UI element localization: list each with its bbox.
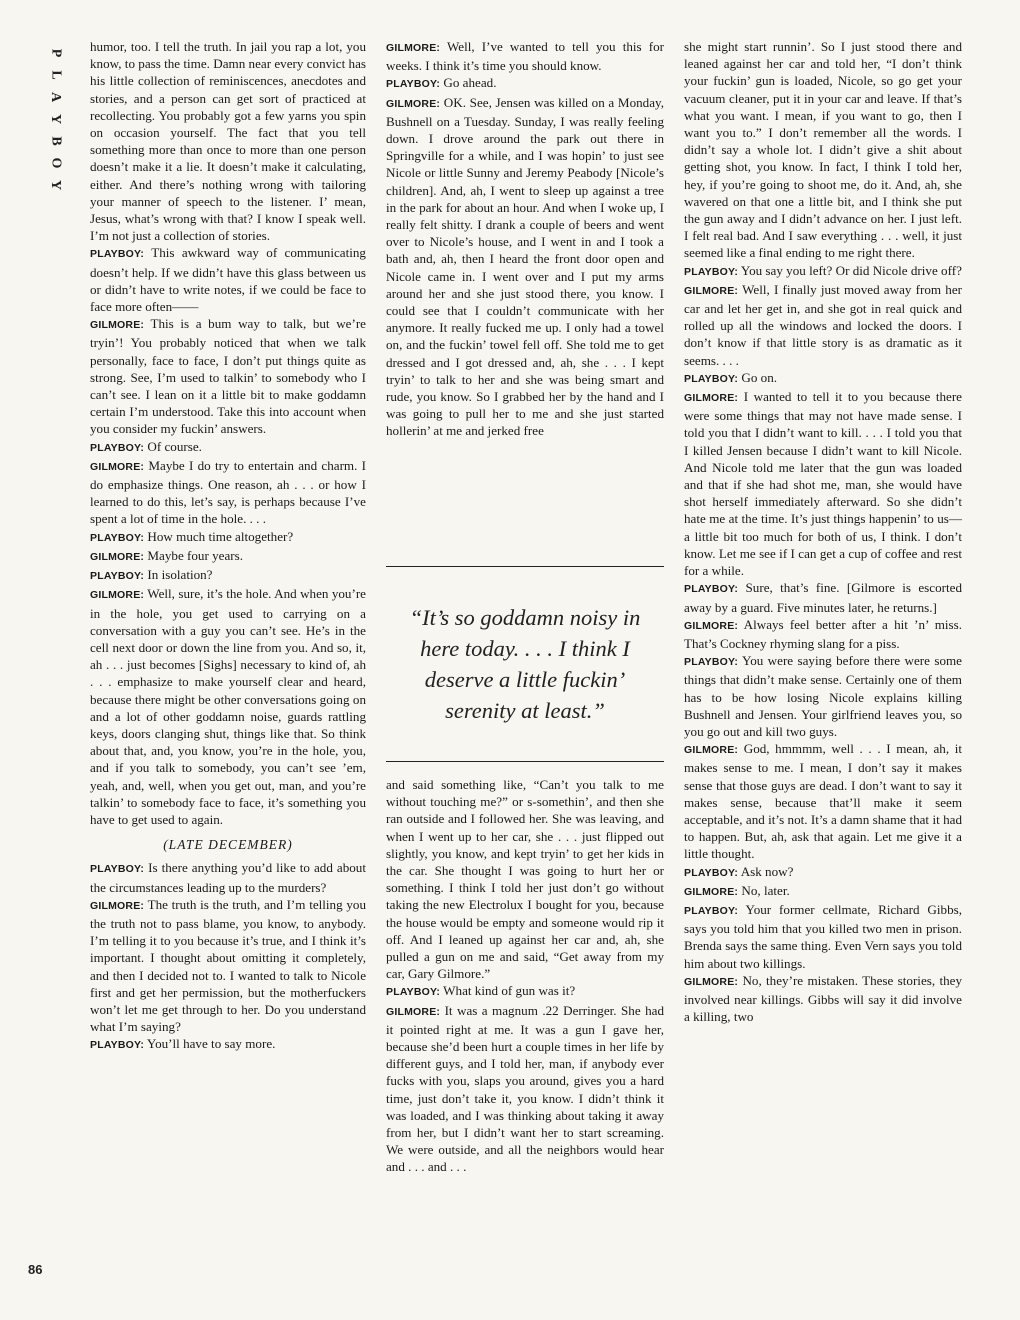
paragraph-text: Well, I finally just moved away from her car and let her get in, and she got in real quick and rolled up all the windows and locked the doors. I don’t know if that little story is as dramatic as it seems. . . .: [684, 281, 962, 368]
paragraph-text: You’ll have to say more.: [146, 1036, 276, 1052]
speaker-label: PLAYBOY:: [386, 78, 441, 91]
speaker-label: GILMORE:: [684, 619, 739, 632]
paragraph-text: The truth is the truth, and I’m telling you the truth not to pass blame, you know, to anybody. I’m telling it to you because it’s true, and I think it’s important. I thought about omitting it completely, and then I decided not to. I wanted to talk to Nicole first and get her permission, but the motherfuckers won’t let me get through to her. Do you understand what I’m saying?: [90, 896, 366, 1035]
speaker-label: GILMORE:: [90, 589, 145, 602]
interview-paragraph: [684, 262, 962, 281]
interview-paragraph: [684, 38, 962, 262]
paragraph-text: Of course.: [147, 438, 202, 454]
speaker-label: GILMORE:: [684, 284, 739, 297]
speaker-label: GILMORE:: [90, 460, 145, 473]
interview-paragraph: [90, 1035, 366, 1054]
speaker-label: GILMORE:: [90, 899, 145, 912]
speaker-label: GILMORE:: [90, 319, 145, 332]
speaker-label: PLAYBOY:: [684, 656, 739, 669]
paragraph-text: Well, sure, it’s the hole. And when you’re in the hole, you get used to carrying on a conversation with a guy you can’t see. He’s in the cell next door or down the line from you. And so, it, ah . . . just becomes [Sighs] necessary to kind of, ah . . . emphasize to make yourself clear and heard, because there might be other conversations going on and a lot of other goddamn noise, guards rattling keys, doors clanging shut, things like that. So think about that, and, you know, you’re in the hole, you, and if you talk to somebody, you can’t see ’em, yeah, and, well, when you get out, man, and you’re talkin’ to somebody face to face, it’s something you have to get used to again.: [90, 586, 366, 827]
speaker-label: GILMORE:: [386, 1005, 441, 1018]
column-1: [90, 38, 366, 1055]
interview-paragraph: [684, 863, 962, 882]
interview-paragraph: [386, 94, 664, 440]
section-heading: (LATE DECEMBER): [163, 837, 293, 853]
interview-paragraph: [684, 652, 962, 740]
paragraph-text: You were saying before there were some things that didn’t make sense. Certainly one of them has to be how losing Nicole explains killing Bushnell and Jensen. Your girlfriend leaves you, so you go out and kill two guys.: [684, 653, 962, 739]
paragraph-text: humor, too. I tell the truth. In jail you rap a lot, you know, to pass the time. Damn near every convict has his little collection of reminiscences, anecdotes and stories, and a person can get sort of practiced at recollecting. You probably got a few yarns you spin on occasion yourself. The fact that you tell something more than once to more than one person doesn’t make it a lie. It doesn’t make it calculating, either. And there’s nothing wrong with tailoring your manner of speech to the listener. I’ mean, Jesus, what’s wrong with that? I know I speak well. I’m not just a collection of stories.: [90, 39, 366, 244]
paragraph-text: You say you left? Or did Nicole drive off?: [740, 262, 962, 278]
paragraph-text: Is there anything you’d like to add about the circumstances leading up to the murders?: [90, 860, 366, 895]
interview-paragraph: [684, 579, 962, 615]
speaker-label: GILMORE:: [684, 975, 739, 988]
speaker-label: GILMORE:: [386, 97, 441, 110]
paragraph-text: Go ahead.: [443, 75, 497, 91]
interview-paragraph: [90, 315, 366, 437]
interview-paragraph: [684, 972, 962, 1026]
paragraph-text: How much time altogether?: [147, 528, 294, 544]
masthead-letter: A: [48, 91, 64, 103]
speaker-label: PLAYBOY:: [90, 863, 145, 876]
interview-paragraph: [684, 388, 962, 579]
masthead: [48, 42, 64, 196]
interview-paragraph: [684, 369, 962, 388]
speaker-label: GILMORE:: [684, 744, 739, 757]
paragraph-text: Maybe four years.: [147, 547, 244, 563]
interview-paragraph: [684, 740, 962, 862]
interview-paragraph: [386, 38, 664, 74]
speaker-label: PLAYBOY:: [90, 441, 145, 454]
speaker-label: PLAYBOY:: [386, 986, 441, 999]
interview-paragraph: [386, 1002, 664, 1176]
paragraph-text: Go on.: [741, 369, 778, 385]
masthead-letter: Y: [48, 179, 64, 191]
paragraph-text: she might start runnin’. So I just stood there and leaned against her car and told her, “I don’t think your fuckin’ gun is loaded, Nicole, so go get your vacuum cleaner, put it in your car and leave. If that’s what you want. I mean, if you want to go, then I want you to.” I don’t remember all the words. I didn’t say a whole lot. I didn’t give a shit about getting shot, you know. In fact, I think I told her, hey, if you’re going to shoot me, do it. And, ah, she wavered on that one a little bit, and I think she put the gun away and I didn’t advance on her. I just left. I felt real bad. And I saw everything . . . well, it just seemed like a final ending to me right there.: [684, 39, 962, 261]
interview-paragraph: [684, 882, 962, 901]
interview-paragraph: [90, 547, 366, 566]
masthead-letter: O: [48, 157, 64, 169]
masthead-letter: L: [48, 70, 64, 80]
speaker-label: PLAYBOY:: [684, 265, 739, 278]
speaker-label: GILMORE:: [90, 550, 145, 563]
paragraph-text: God, hmmmm, well . . . I mean, ah, it makes sense to me. I mean, I don’t say it makes sense that those guys are dead. I don’t want to say it makes sense, because that’ll make it seem acceptable, and it’s not. It’s a damn shame that it had to happen. But, ah, ask that again. Let me give it a little thought.: [684, 741, 962, 862]
speaker-label: PLAYBOY:: [90, 248, 145, 261]
paragraph-text: Well, I’ve wanted to tell you this for weeks. I think it’s time you should know.: [386, 39, 664, 74]
speaker-label: PLAYBOY:: [90, 531, 145, 544]
speaker-label: GILMORE:: [684, 885, 739, 898]
speaker-label: PLAYBOY:: [90, 570, 145, 583]
interview-paragraph: [90, 585, 366, 828]
column-2-top: [386, 38, 664, 440]
page-number: 86: [28, 1262, 43, 1277]
paragraph-text: Ask now?: [740, 863, 794, 879]
paragraph-text: No, they’re mistaken. These stories, they involved near killings. Gibbs will say it did involve a killing, two: [684, 972, 962, 1025]
speaker-label: PLAYBOY:: [684, 583, 739, 596]
paragraph-text: Your former cellmate, Richard Gibbs, says you told him that you killed two men in prison. Brenda says the same thing. Even Vern says you told him about two killings.: [684, 901, 962, 971]
interview-paragraph: [90, 528, 366, 547]
interview-paragraph: [386, 74, 664, 93]
interview-paragraph: [90, 896, 366, 1036]
paragraph-text: and said something like, “Can’t you talk to me without touching me?” or s-somethin’, and then she ran outside and I followed her. She was leaving, and when I went up to her car, she . . . just flipped out slightly, you know, and kept tryin’ to get her kids in the car. She thought I was going to hurt her or something. I think I told her just don’t go without taking the new Electrolux I bought for you, because the house would be empty and someone would rip it off. And I leaned up against her car and, ah, she pulled a gun on me and said, “Get away from my car, Gary Gilmore.”: [386, 777, 664, 982]
interview-paragraph: [684, 901, 962, 972]
interview-paragraph: [386, 776, 664, 982]
masthead-letter: B: [48, 136, 64, 146]
paragraph-text: What kind of gun was it?: [443, 983, 576, 999]
masthead-letter: P: [48, 48, 64, 58]
pull-quote-text: “It’s so goddamn noisy in here today. . . . I think I deserve a little fuckin’ serenity at least.”: [409, 605, 641, 723]
pull-quote: [386, 566, 664, 762]
interview-paragraph: [386, 982, 664, 1001]
interview-paragraph: [684, 616, 962, 652]
paragraph-text: In isolation?: [147, 567, 213, 583]
interview-paragraph: [90, 566, 366, 585]
paragraph-text: OK. See, Jensen was killed on a Monday, Bushnell on a Tuesday. Sunday, I was really feeling down. I drove around the park out there in Springville for a while, and I was hopin’ to just see Nicole or little Sunny and Jeremy Peabody [Nicole’s children]. And, ah, I went to sleep up against a tree in the park for about an hour. And when I woke up, I really felt shitty. I drank a couple of beers and went over to Nicole’s house, and I went in and I took a bath and, ah, then I heard the front door open and Nicole came in. I went over and I put my arms around her and she just stood there, you know. I could see that I couldn’t communicate with her anymore. It really fucked me up. I only had a towel on, and the fuckin’ towel fell off. She told me to get dressed and I got dressed and, ah, she . . . I kept tryin’ to talk to her and she was being smart and rude, you know. So I grabbed her by the hand and I was going to pull her to me and she just started hollerin’ at me and jerked free: [386, 94, 664, 439]
interview-paragraph: [684, 281, 962, 369]
speaker-label: PLAYBOY:: [90, 1039, 145, 1052]
masthead-letter: Y: [48, 113, 64, 125]
column-2-bottom: [386, 776, 664, 1176]
paragraph-text: Maybe I do try to entertain and charm. I do emphasize things. One reason, ah . . . or how I learned to do this, let’s say, is perhaps because I’ve spent a lot of time in the hole. . . .: [90, 457, 366, 527]
interview-paragraph: [90, 244, 366, 315]
speaker-label: PLAYBOY:: [684, 904, 739, 917]
paragraph-text: Sure, that’s fine. [Gilmore is escorted away by a guard. Five minutes later, he returns.]: [684, 580, 962, 615]
interview-paragraph: [90, 438, 366, 457]
paragraph-text: This is a bum way to talk, but we’re tryin’! You probably noticed that when we talk personally, face to face, I don’t put things quite as strong. See, I’m used to talkin’ to somebody who I can’t see. I lean on it a little bit to make goddamn certain I’m understood. Take this into account when you consider my fuckin’ answers.: [90, 316, 366, 437]
interview-paragraph: [90, 859, 366, 895]
column-3: [684, 38, 962, 1025]
interview-paragraph: [90, 38, 366, 244]
speaker-label: PLAYBOY:: [684, 372, 739, 385]
paragraph-text: Always feel better after a hit ’n’ miss. That’s Cockney rhyming slang for a piss.: [684, 616, 962, 651]
speaker-label: GILMORE:: [684, 392, 739, 405]
paragraph-text: This awkward way of communicating doesn’t help. If we didn’t have this glass between us or didn’t have to write notes, if we could be face to face more often——: [90, 245, 366, 315]
speaker-label: PLAYBOY:: [684, 866, 739, 879]
paragraph-text: I wanted to tell it to you because there were some things that may not have made sense. I told you that I didn’t want to kill. . . . I told you that I killed Jensen because I didn’t want to kill Nicole. And Nicole told me later that the gun was loaded and that if she had shot me, man, she would have shot herself immediately afterward. So she didn’t hate me at the time. It’s just things happenin’ to us—a little bit too much for both of us, I think. I don’t know. Let me see if I can get a cup of coffee and rest for a while.: [684, 389, 962, 579]
paragraph-text: It was a magnum .22 Derringer. She had it pointed right at me. It was a gun I gave her, because she’d been hurt a couple times in her life by different guys, and I told her, man, if anybody ever fucks with you, slaps you around, gives you a hard time, just don’t take it, you know. I didn’t think it was loaded, and I was thinking about taking it away from her, but I didn’t want her to start screaming. We were outside, and all the neighbors would hear and . . . and . . .: [386, 1002, 665, 1175]
interview-paragraph: [90, 457, 366, 528]
paragraph-text: No, later.: [741, 882, 790, 898]
speaker-label: GILMORE:: [386, 42, 441, 54]
